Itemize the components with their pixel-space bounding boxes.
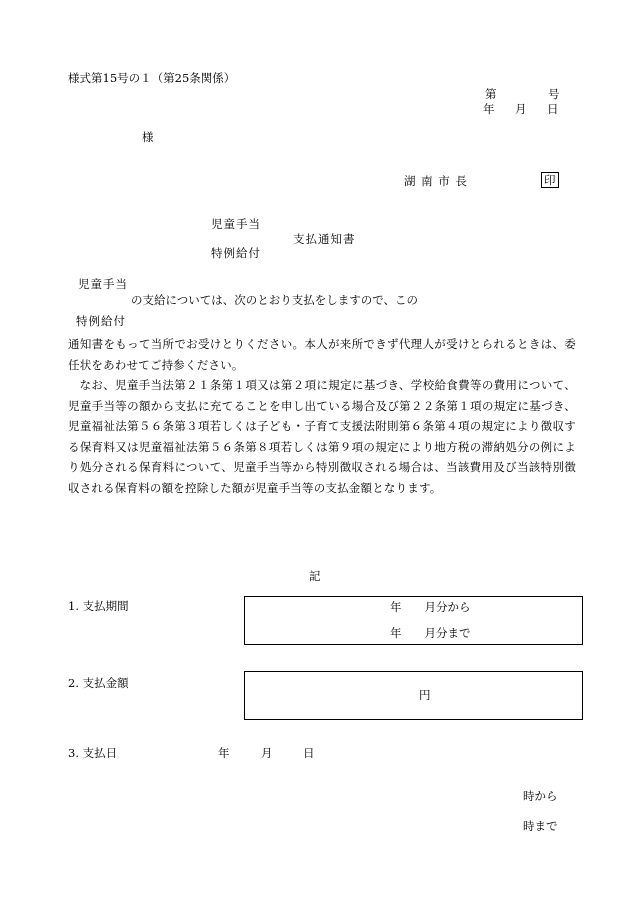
amount-yen-unit: 円 <box>419 688 431 702</box>
payment-amount-label: 2. 支払金額 <box>68 676 129 690</box>
date-year-label: 年 <box>483 102 495 116</box>
period-from-text: 年 月分から <box>390 600 471 614</box>
payment-date-month: 月 <box>261 746 273 760</box>
seal-mark: 印 <box>541 172 559 188</box>
date-day-label: 日 <box>547 102 559 116</box>
body-paragraph-1: 通知書をもって当所でお受けとりください。本人が来所できず代理人が受けとられるときは、委任状をあわせてご持参ください。 <box>68 337 576 372</box>
addressee-sama: 様 <box>142 130 154 144</box>
intro-option-jido-teate: 児童手当 <box>78 277 128 291</box>
date-month-label: 月 <box>515 102 527 116</box>
body-paragraph-2: なお、児童手当法第２１条第１項又は第２項に規定に基づき、学校給食費等の費用について、児童手当等の額から支払に充てることを申し出ている場合及び第２２条第１項の規定に基づき、児童福祉法第５６条第３項若しくは子ども・子育て支援法附則第６条第４項の規定により徴収する保育料又は児童福祉法第５６条第８項若しくは第９項の規定により地方税の滞納処分の例により処分される保育料について、児童手当等から特別徴収される場合は、当該費用及び当該特別徴収される保育料の額を控除した額が児童手当等の支払金額となります。 <box>68 378 576 495</box>
title-option-tokurei-kyufu: 特例給付 <box>211 246 261 260</box>
body-text <box>68 334 576 498</box>
time-from: 時から <box>523 789 558 803</box>
payment-period-box <box>244 596 583 645</box>
number-label-dai: 第 <box>485 87 497 101</box>
issuer-seal-container <box>541 173 559 187</box>
payment-period-label: 1. 支払期間 <box>68 599 129 613</box>
payment-date-year: 年 <box>218 746 230 760</box>
intro-middle-text: の支給については、次のとおり支払をしますので、この <box>131 293 419 307</box>
issuer-name: 湖 南 市 長 <box>404 174 468 188</box>
intro-option-tokurei-kyufu: 特例給付 <box>76 314 126 328</box>
ki-heading: 記 <box>309 569 321 583</box>
number-label-go: 号 <box>548 87 560 101</box>
payment-date-day: 日 <box>303 746 315 760</box>
payment-date-label: 3. 支払日 <box>68 746 118 760</box>
period-to-text: 年 月分まで <box>390 626 471 640</box>
payment-amount-box <box>244 671 583 720</box>
document-title: 支払通知書 <box>293 232 356 246</box>
time-to: 時まで <box>523 819 558 833</box>
form-number: 様式第15号の１（第25条関係） <box>68 71 236 85</box>
title-option-jido-teate: 児童手当 <box>211 217 261 231</box>
